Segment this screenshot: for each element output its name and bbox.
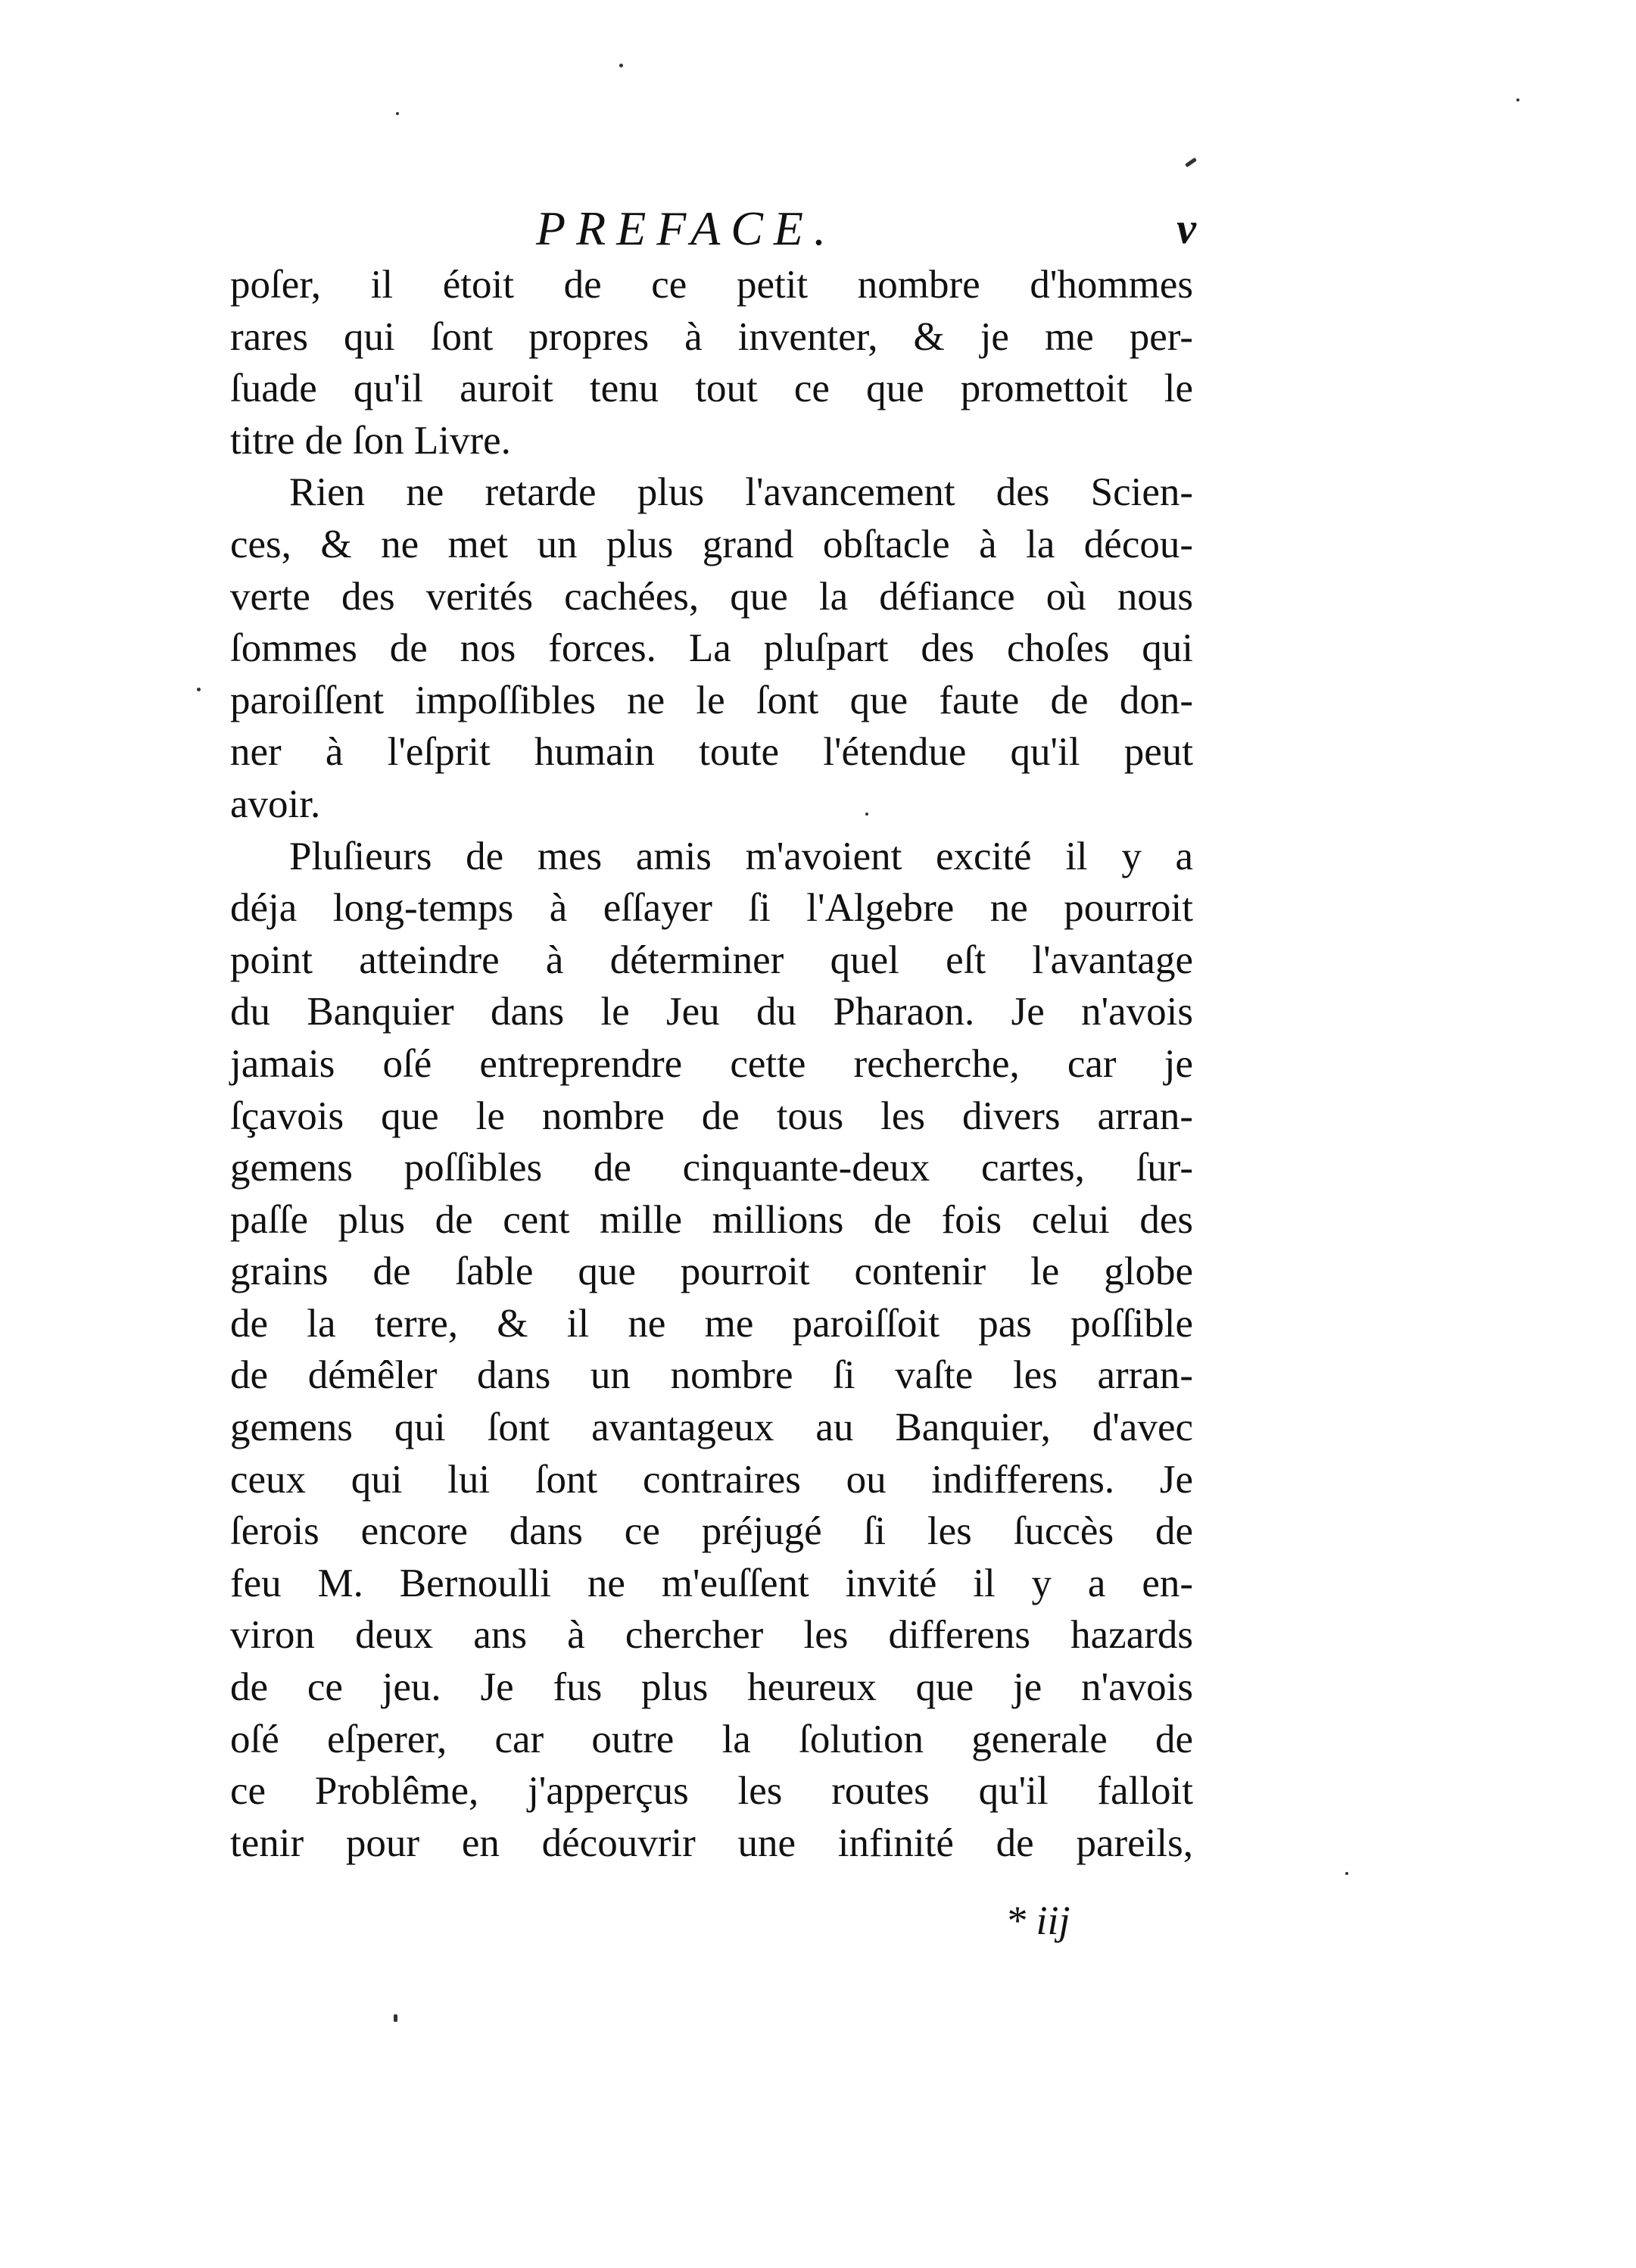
text-line: verte des verités cachées, que la défiance où nous: [230, 574, 1193, 619]
running-header: [227, 198, 1196, 259]
text-line: ſommes de nos forces. La pluſpart des choſes qui: [230, 626, 1193, 671]
text-line: jamais oſé entreprendre cette recherche, car je: [230, 1041, 1193, 1086]
text-line: poſer, il étoit de ce petit nombre d'hommes: [230, 263, 1193, 307]
paper-speck: [394, 2014, 397, 2022]
text-line: paſſe plus de cent mille millions de fois celui des: [230, 1197, 1193, 1242]
page-number: v: [1176, 204, 1196, 253]
text-line: point atteindre à déterminer quel eſt l'avantage: [230, 937, 1193, 982]
text-line: ſuade qu'il auroit tenu tout ce que promettoit le: [230, 367, 1193, 411]
text-line: gemens poſſibles de cinquante-deux cartes, ſur-: [230, 1146, 1193, 1190]
text-line: déja long-temps à eſſayer ſi l'Algebre ne pourroit: [230, 886, 1193, 931]
text-line: avoir.: [230, 781, 321, 826]
text-line: titre de ſon Livre.: [230, 418, 511, 463]
text-line: viron deux ans à chercher les differens hazards: [230, 1613, 1193, 1658]
text-line: tenir pour en découvrir une infinité de pareils,: [230, 1820, 1193, 1865]
text-line: ceux qui lui ſont contraires ou indifferens. Je: [230, 1457, 1193, 1502]
text-line: oſé eſperer, car outre la ſolution generale de: [230, 1717, 1193, 1761]
paper-speck: [865, 813, 868, 816]
paper-speck: [1185, 158, 1197, 167]
signature-mark: * iij: [1005, 1898, 1070, 1943]
text-line: de la terre, & il ne me paroiſſoit pas poſſible: [230, 1301, 1193, 1346]
text-line: rares qui ſont propres à inventer, & je me per-: [230, 314, 1193, 359]
text-line: ner à l'eſprit humain toute l'étendue qu'il peut: [230, 730, 1193, 775]
paper-speck: [396, 112, 399, 115]
text-line: ces, & ne met un plus grand obſtacle à la décou-: [230, 522, 1193, 566]
text-line: ſerois encore dans ce préjugé ſi les ſuccès de: [230, 1509, 1193, 1554]
text-line: du Banquier dans le Jeu du Pharaon. Je n'avois: [230, 990, 1193, 1034]
text-line: ſçavois que le nombre de tous les divers arran-: [230, 1093, 1193, 1138]
body-text: [230, 259, 1193, 1869]
paper-speck: [1516, 98, 1519, 101]
text-line: de ce jeu. Je fus plus heureux que je n'avois: [230, 1665, 1193, 1710]
paper-speck: [619, 64, 623, 67]
text-line: ce Problême, j'apperçus les routes qu'il falloit: [230, 1769, 1193, 1814]
text-line: grains de ſable que pourroit contenir le globe: [230, 1249, 1193, 1294]
paper-speck: [1345, 1872, 1348, 1875]
text-line: feu M. Bernoulli ne m'euſſent invité il y a en-: [230, 1561, 1193, 1605]
text-line: gemens qui ſont avantageux au Banquier, d'avec: [230, 1405, 1193, 1450]
text-line: de démêler dans un nombre ſi vaſte les arran-: [230, 1353, 1193, 1398]
paper-speck: [197, 688, 201, 691]
text-line: Pluſieurs de mes amis m'avoient excité il y a: [289, 834, 1193, 878]
text-line: Rien ne retarde plus l'avancement des Scien-: [289, 470, 1193, 515]
page-title: PREFACE.: [536, 201, 837, 255]
text-line: paroiſſent impoſſibles ne le ſont que faute de don-: [230, 678, 1193, 722]
